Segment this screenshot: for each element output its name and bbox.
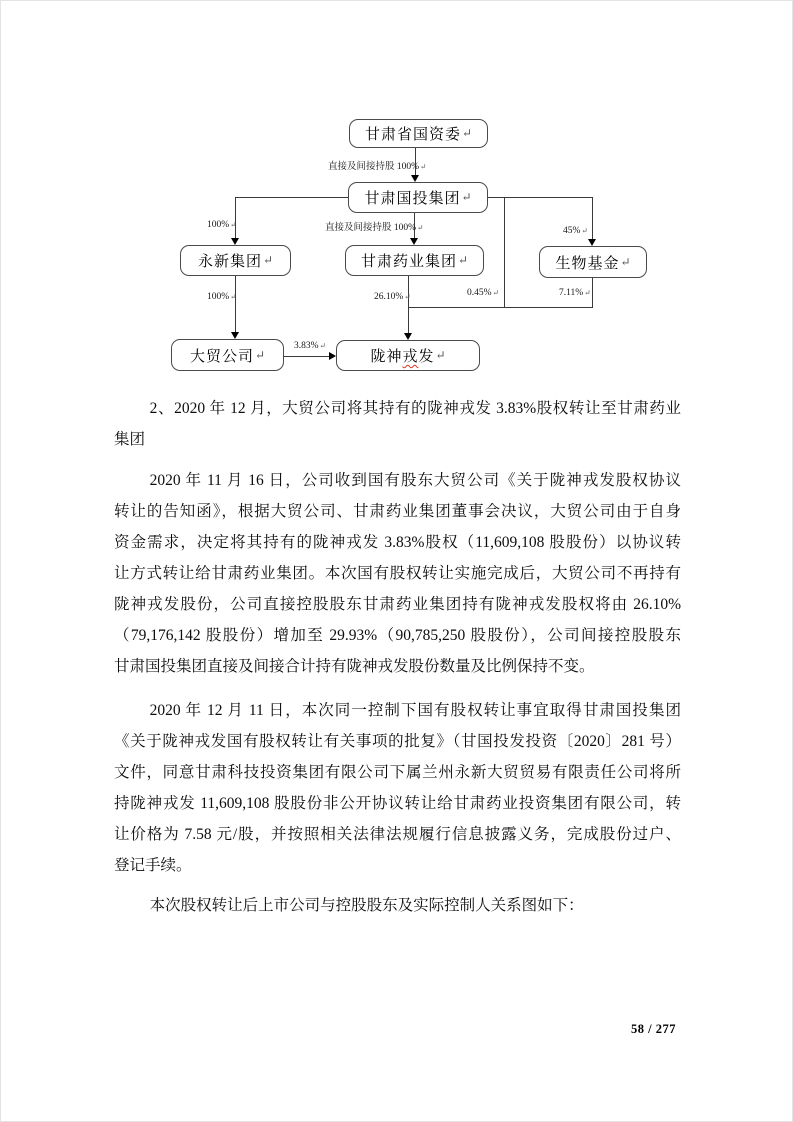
edge-label-text: 0.45%	[467, 288, 492, 298]
return-mark: ↵	[230, 220, 237, 229]
text-line: 2020 年 12 月 11 日，本次同一控制下国有股权转让事宜取得甘肃国投集团	[149, 702, 681, 719]
arrowhead-down-icon	[410, 238, 418, 245]
return-mark: ↵	[254, 347, 266, 362]
node-label: 发	[418, 349, 435, 365]
return-mark: ↵	[262, 253, 274, 267]
edge-line-to-biofund	[592, 197, 593, 240]
edge-label-045pct-guotou	[467, 288, 499, 298]
node-label: 甘肃省国资委	[364, 127, 461, 143]
node-yongxin-group	[180, 245, 291, 276]
node-label: 生物基金	[555, 255, 620, 272]
return-mark: ↵	[435, 348, 446, 362]
edge-label-45pct-biofund	[563, 226, 588, 236]
node-longshen-rongfa	[336, 340, 480, 371]
edge-label-text: 45%	[563, 226, 581, 236]
text-line: 甘肃国投集团直接及间接合计持有陇神戎发股份数量及比例保持不变。	[114, 658, 595, 675]
edge-line-collector	[408, 307, 593, 308]
text-line: 持陇神戎发 11,609,108 股股份非公开协议转让给甘肃药业投资集团有限公司，转	[114, 795, 681, 812]
return-mark: ↵	[319, 341, 326, 350]
edge-label-text: 直接及间接持股 100%	[325, 223, 417, 233]
return-mark: ↵	[457, 253, 469, 267]
arrowhead-right-icon	[329, 352, 336, 360]
paragraph	[114, 695, 681, 881]
edge-label-direct-indirect-100	[328, 158, 426, 172]
return-mark: ↵	[492, 288, 499, 297]
node-label: 甘肃药业集团	[360, 254, 457, 270]
text-line: 本次股权转让后上市公司与控股股东及实际控制人关系图如下：	[149, 897, 584, 914]
edge-label-text: 3.83%	[294, 341, 319, 351]
text-line: 让价格为 7.58 元/股，并按照相关法律法规履行信息披露义务，完成股份过户、	[114, 826, 681, 843]
edge-line-guotou-left	[235, 197, 348, 198]
edge-line-yongxin-damao	[235, 276, 236, 333]
ownership-structure-diagram	[1, 1, 793, 396]
heading-line: 2、2020 年 12 月，大贸公司将其持有的陇神戎发 3.83%股权转让至甘肃药业	[149, 400, 681, 417]
edge-label-text: 直接及间接持股 100%	[328, 162, 420, 172]
text-line: 2020 年 11 月 16 日，公司收到国有股东大贸公司《关于陇神戎发股权协议	[149, 472, 681, 489]
text-line: （79,176,142 股股份）增加至 29.93%（90,785,250 股股份），公司间接控股股东	[114, 627, 681, 644]
edge-label-direct-indirect-100-2	[325, 219, 423, 233]
return-mark: ↵	[461, 126, 473, 140]
text-line: 资金需求，决定将其持有的陇神戎发 3.83%股权（11,609,108 股股份）以协议转	[114, 534, 681, 551]
return-mark: ↵	[584, 288, 591, 297]
text-line: 文件，同意甘肃科技投资集团有限公司下属兰州永新大贸贸易有限责任公司将所	[114, 764, 681, 781]
node-label: 甘肃国投集团	[364, 191, 461, 207]
edge-label-text: 7.11%	[559, 288, 584, 298]
edge-label-383pct-damao	[294, 341, 326, 351]
paragraph	[114, 465, 681, 682]
arrowhead-down-icon	[411, 175, 419, 182]
node-gansu-sasac	[349, 119, 488, 148]
edge-label-100pct-yongxin	[207, 220, 237, 230]
node-gansu-guotou-group	[348, 182, 488, 213]
return-mark: ↵	[230, 292, 237, 301]
edge-line-biofund-down	[592, 278, 593, 307]
text-line: 陇神戎发股份，公司直接控股股东甘肃药业集团持有陇神戎发股权将由 26.10%	[114, 596, 681, 613]
edge-label-711pct-biofund	[559, 288, 591, 298]
return-mark: ↵	[404, 292, 411, 301]
text-line: 转让的告知函》，根据大贸公司、甘肃药业集团董事会决议，大贸公司由于自身	[114, 503, 681, 520]
return-mark: ↵	[417, 223, 424, 232]
return-mark: ↵	[581, 226, 588, 235]
arrowhead-down-icon	[588, 239, 596, 246]
section-heading	[114, 393, 681, 455]
edge-label-100pct-damao	[207, 292, 237, 302]
node-label: 大贸公司	[189, 348, 254, 365]
return-mark: ↵	[620, 254, 631, 269]
edge-line-guotou-direct-045	[504, 197, 505, 307]
arrowhead-down-icon	[231, 332, 239, 339]
edge-label-text: 100%	[207, 220, 230, 230]
edge-label-text: 100%	[207, 292, 230, 302]
node-label: 永新集团	[197, 254, 262, 270]
paragraph	[114, 890, 681, 921]
return-mark: ↵	[420, 162, 427, 171]
node-gansu-pharma-group	[345, 245, 484, 276]
spellcheck-squiggle-text: 戎	[402, 349, 419, 365]
heading-line: 集团	[114, 431, 146, 448]
node-label: 陇神	[370, 349, 403, 365]
edge-line-pharma-longshen	[408, 276, 409, 334]
edge-line-to-yongxin	[235, 197, 236, 239]
edge-label-2610pct-pharma	[374, 292, 411, 302]
edge-line-damao-longshen	[284, 356, 329, 357]
text-line: 让方式转让给甘肃药业集团。本次国有股权转让实施完成后，大贸公司不再持有	[114, 565, 681, 582]
edge-label-text: 26.10%	[374, 292, 404, 302]
body-text	[114, 393, 681, 921]
text-line: 登记手续。	[114, 857, 192, 874]
arrowhead-down-icon	[231, 238, 239, 245]
return-mark: ↵	[461, 190, 472, 204]
page-number: 58 / 277	[631, 1022, 676, 1036]
text-line: 《关于陇神戎发国有股权转让有关事项的批复》（甘国投发投资〔2020〕281 号）	[114, 733, 681, 750]
arrowhead-down-icon	[404, 333, 412, 340]
node-damao-company	[171, 339, 284, 371]
node-bio-fund	[539, 246, 647, 278]
